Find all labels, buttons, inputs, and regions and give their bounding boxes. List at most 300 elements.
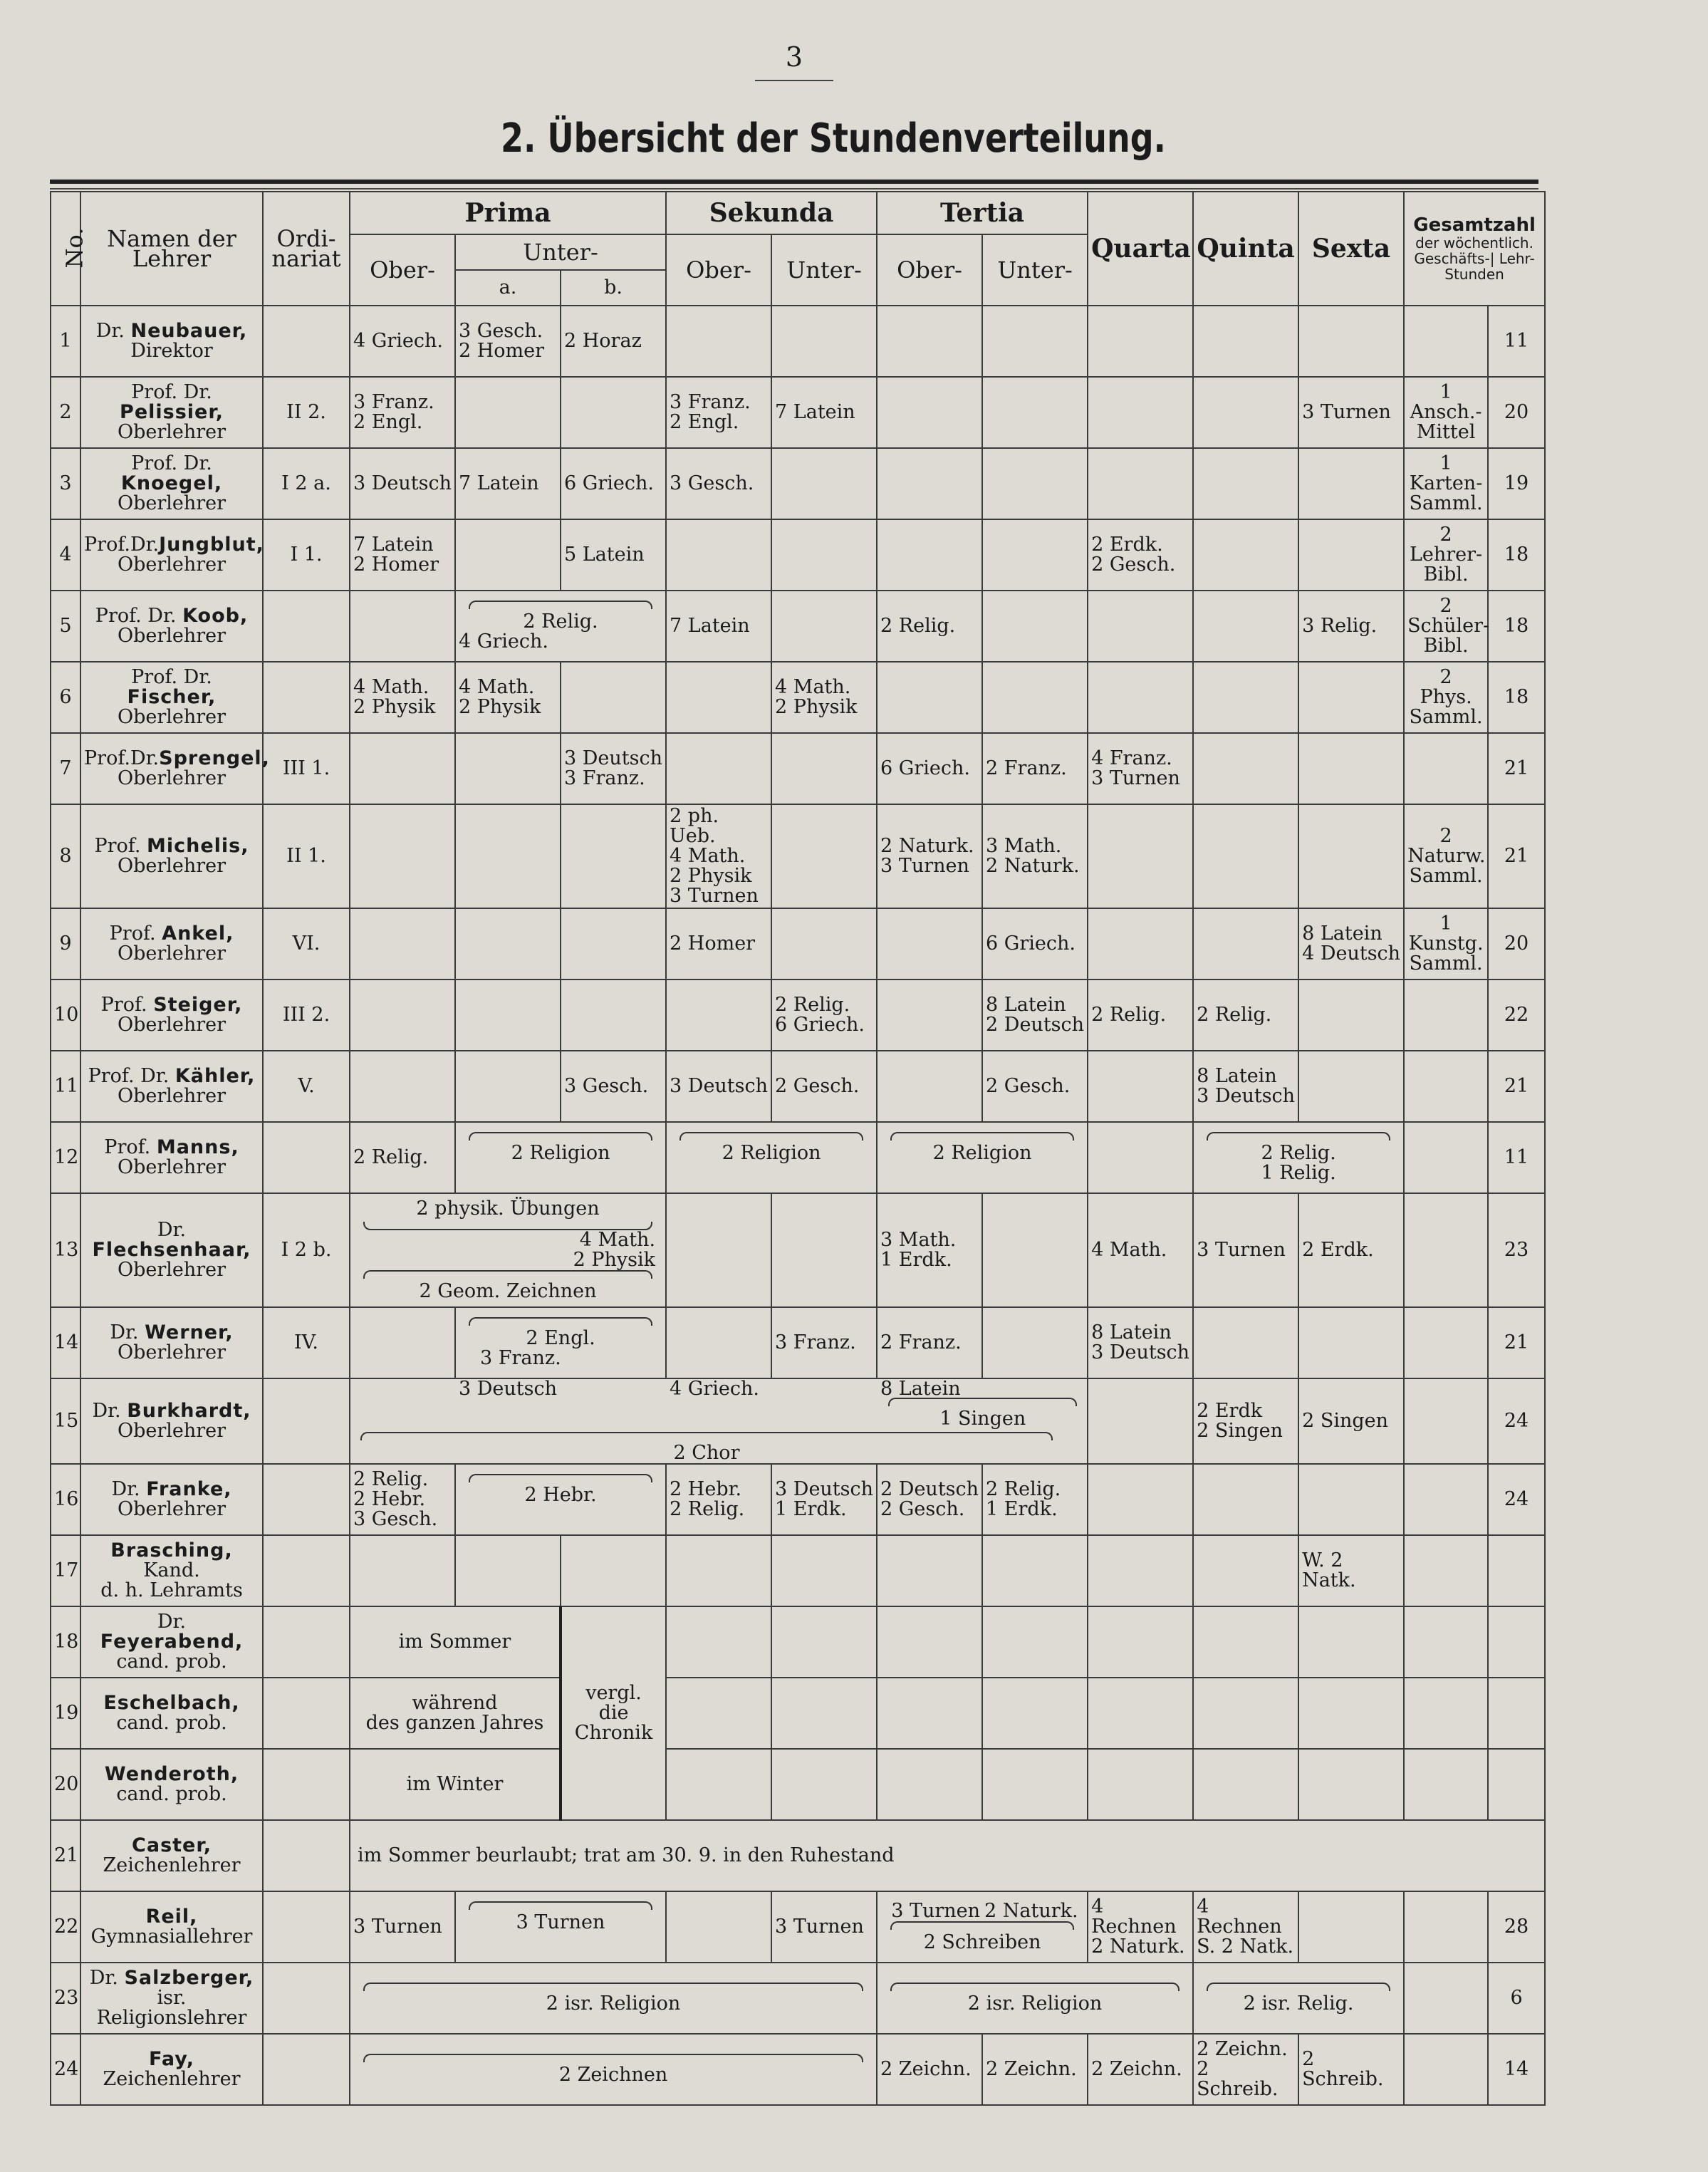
total: 19 [1488,448,1545,519]
cell: 3 Deutsch [459,1378,557,1400]
table-row [51,1378,1545,1464]
cell [877,1749,982,1820]
cell [1298,1307,1404,1378]
cell [771,306,877,377]
table-row [51,1122,1545,1193]
cell [1193,448,1298,519]
cell: 2 Lehrer- Bibl. [1404,519,1488,591]
cell: 2 Relig. [1193,980,1298,1051]
spanned-cell: während des ganzen Jahres [350,1678,561,1749]
teacher-name: Prof. Manns, Oberlehrer [80,1122,263,1193]
table-row [51,1307,1545,1378]
cell: 2 Homer [666,908,771,980]
row-no: 12 [51,1122,80,1193]
ordinariat [263,2034,350,2105]
cell [1404,1307,1488,1378]
cell [982,448,1088,519]
col-sek-ober: Ober- [666,234,771,306]
teacher-name: Prof.Dr.Jungblut, Oberlehrer [80,519,263,591]
row-no: 6 [51,662,80,733]
cell: 5 Latein [561,519,666,591]
cell [982,591,1088,662]
cell [1193,1678,1298,1749]
cell [350,1307,455,1378]
col-quinta: Quinta [1193,192,1298,306]
vergl-chronik: vergl. die Chronik [561,1606,666,1820]
ordinariat: I 2 b. [263,1193,350,1307]
cell: 3 Deutsch [350,448,455,519]
ordinariat [263,1606,350,1678]
cell [1193,662,1298,733]
ordinariat [263,1963,350,2034]
brace [360,1432,1053,1440]
row-no: 7 [51,733,80,804]
cell [1404,1678,1488,1749]
cell: 4 Math. 2 Physik [771,662,877,733]
row-no: 14 [51,1307,80,1378]
cell [771,1678,877,1749]
spanned-cell: im Sommer beurlaubt; trat am 30. 9. in den Ruhestand [350,1820,1545,1891]
table-row [51,1891,1545,1963]
cell [455,804,561,908]
cell: 2 Erdk. [1298,1193,1404,1307]
schedule-table [50,191,1546,2106]
cell [1193,1535,1298,1606]
cell [350,1051,455,1122]
cell: 3 Turnen [350,1891,455,1963]
cell [877,1606,982,1678]
total [1488,1678,1545,1749]
cell [982,1606,1088,1678]
cell: 3 Relig. [1298,591,1404,662]
ordinariat: V. [263,1051,350,1122]
cell: 2 Schreib. [1298,2034,1404,2105]
teacher-name: Brasching, Kand. d. h. Lehramts [80,1535,263,1606]
row-no: 2 [51,377,80,448]
cell [561,662,666,733]
cell [1298,1749,1404,1820]
brace [363,2054,863,2062]
cell [350,1535,455,1606]
table-row [51,591,1545,662]
col-prima: Prima [350,192,666,234]
cell [1088,448,1193,519]
cell [1088,908,1193,980]
cell [1404,1122,1488,1193]
title-rule-thin [50,188,1538,189]
teacher-name: Reil, Gymnasiallehrer [80,1891,263,1963]
cell: 3 Gesch. [666,448,771,519]
gap [350,1398,878,1429]
cell [1298,662,1404,733]
cell: 4 Griech. [670,1378,759,1400]
row-no: 11 [51,1051,80,1122]
cell [455,980,561,1051]
ordinariat [263,591,350,662]
spanned-cell: 2 Zeichnen [350,2034,877,2105]
cell [561,377,666,448]
col-prima-unter-a: a. [455,270,561,306]
table-row [51,1464,1545,1535]
table-row [51,1749,1545,1820]
reil-tertia-top: 3 Turnen 2 Naturk. [891,1900,1078,1922]
teacher-name: Prof. Dr. Kähler, Oberlehrer [80,1051,263,1122]
title-rule-thick [50,180,1538,184]
cell: 2 Singen [1298,1378,1404,1464]
cell [1193,804,1298,908]
cell [561,980,666,1051]
cell: 7 Latein [771,377,877,448]
col-no: No. [51,192,80,306]
col-ter-unter: Unter- [982,234,1088,306]
cell: 3 Deutsch [666,1051,771,1122]
ordinariat: VI. [263,908,350,980]
cell [1404,1051,1488,1122]
row-no: 15 [51,1378,80,1464]
page-number-underline [755,80,833,81]
row-no: 4 [51,519,80,591]
cell: 3 Deutsch 1 Erdk. [771,1464,877,1535]
total: 28 [1488,1891,1545,1963]
cell [877,908,982,980]
brace [363,1983,863,1991]
cell [666,1606,771,1678]
cell [455,1535,561,1606]
brace [1207,1132,1390,1140]
cell: 3 Math. 2 Naturk. [982,804,1088,908]
row-no: 19 [51,1678,80,1749]
cell [1298,1678,1404,1749]
page-title: 2. Übersicht der Stundenverteilung. [500,115,1167,162]
cell [1088,1122,1193,1193]
ordinariat: I 1. [263,519,350,591]
cell [771,448,877,519]
cell [350,591,455,662]
spanned-cell: 2 Religion [455,1122,666,1193]
cell: 3 Gesch. 2 Homer [455,306,561,377]
cell [1298,448,1404,519]
row-no: 5 [51,591,80,662]
total: 20 [1488,377,1545,448]
spanned-cell: 2 Religion [666,1122,877,1193]
cell [350,908,455,980]
ordinariat [263,662,350,733]
cell [1404,1378,1488,1464]
total: 14 [1488,2034,1545,2105]
total: 18 [1488,662,1545,733]
cell: 2 Franz. [982,733,1088,804]
col-sekunda: Sekunda [666,192,877,234]
cell [666,1307,771,1378]
cell [1298,980,1404,1051]
ordinariat [263,306,350,377]
cell [877,377,982,448]
cell [877,448,982,519]
cell: 3 Gesch. [561,1051,666,1122]
cell: 4 Math. 2 Physik [350,662,455,733]
cell: 2 Naturk. 3 Turnen [877,804,982,908]
cell [666,733,771,804]
table-row [51,1051,1545,1122]
cell [1193,1749,1298,1820]
cell: 2 Schüler- Bibl. [1404,591,1488,662]
cell [982,306,1088,377]
table-row [51,908,1545,980]
teacher-name: Dr. Flechsenhaar, Oberlehrer [80,1193,263,1307]
cell [561,908,666,980]
teacher-name: Dr. Burkhardt, Oberlehrer [80,1378,263,1464]
row-no: 23 [51,1963,80,2034]
row-no: 10 [51,980,80,1051]
cell [666,519,771,591]
cell: W. 2 Natk. [1298,1535,1404,1606]
row-no: 16 [51,1464,80,1535]
total: 18 [1488,591,1545,662]
brace [890,1921,1074,1930]
spanned-cell: 2 isr. Religion [350,1963,877,2034]
teacher-name: Prof. Dr. Knoegel, Oberlehrer [80,448,263,519]
burkhardt-line2 [350,1398,1087,1429]
cell [1088,1606,1193,1678]
cell: 2 Erdk. 2 Gesch. [1088,519,1193,591]
cell [1088,1535,1193,1606]
cell [1193,306,1298,377]
teacher-name: Prof.Dr.Sprengel, Oberlehrer [80,733,263,804]
cell [1404,1193,1488,1307]
table-row [51,519,1545,591]
cell: 3 Turnen [1298,377,1404,448]
cell: 4 Franz. 3 Turnen [1088,733,1193,804]
teacher-name: Prof. Dr. Pelissier, Oberlehrer [80,377,263,448]
burkhardt-line1 [350,1379,1087,1398]
teacher-name: Prof. Michelis, Oberlehrer [80,804,263,908]
cell: 2 Zeichn. [877,2034,982,2105]
total: 24 [1488,1464,1545,1535]
teacher-name: Dr. Salzberger, isr. Religionslehrer [80,1963,263,2034]
col-ordinariat: Ordi- nariat [263,192,350,306]
cell: 2 Phys. Samml. [1404,662,1488,733]
cell [877,1051,982,1122]
cell [771,1535,877,1606]
teacher-name: Dr. Werner, Oberlehrer [80,1307,263,1378]
row-no: 9 [51,908,80,980]
cell [1088,662,1193,733]
cell [1404,1891,1488,1963]
brace [890,1983,1180,1991]
spanned-cell: 2 Religion [877,1122,1088,1193]
col-ter-ober: Ober- [877,234,982,306]
cell: 2 Zeichn. [982,2034,1088,2105]
cell [771,591,877,662]
cell [1193,377,1298,448]
brace [1207,1983,1390,1991]
ordinariat: III 1. [263,733,350,804]
cell [1404,1535,1488,1606]
total: 18 [1488,519,1545,591]
ordinariat [263,1891,350,1963]
teacher-name: Caster, Zeichenlehrer [80,1820,263,1891]
col-prima-unter: Unter- [455,234,666,270]
brace [469,601,652,609]
spanned-cell: 2 Engl. 3 Franz. [455,1307,666,1378]
cell [666,980,771,1051]
ordinariat [263,1678,350,1749]
cell [1193,519,1298,591]
teacher-name: Prof. Dr. Koob, Oberlehrer [80,591,263,662]
cell: 2 Zeichn. 2 Schreib. [1193,2034,1298,2105]
page-number: 3 [785,41,803,73]
total: 24 [1488,1378,1545,1464]
ordinariat [263,1820,350,1891]
ordinariat: II 2. [263,377,350,448]
cell [877,1535,982,1606]
cell [1193,1606,1298,1678]
row-no: 22 [51,1891,80,1963]
cell: 3 Franz. 2 Engl. [350,377,455,448]
table-row [51,1535,1545,1606]
gap [564,1379,670,1398]
table-row [51,1678,1545,1749]
cell [1404,306,1488,377]
row-no: 13 [51,1193,80,1307]
cell: 3 Math. 1 Erdk. [877,1193,982,1307]
row-no: 17 [51,1535,80,1606]
row-no: 18 [51,1606,80,1678]
brace [469,1317,652,1326]
cell: 1 Ansch.- Mittel [1404,377,1488,448]
cell: 3 Turnen [1193,1193,1298,1307]
cell: 4 Rechnen S. 2 Natk. [1193,1891,1298,1963]
cell [982,519,1088,591]
table-row [51,733,1545,804]
cell [1298,1606,1404,1678]
cell [1404,1749,1488,1820]
cell [1298,804,1404,908]
cell: 2 Relig. 2 Hebr. 3 Gesch. [350,1464,455,1535]
total [1488,1606,1545,1678]
cell [1404,1464,1488,1535]
cell: 2 Horaz [561,306,666,377]
col-quarta: Quarta [1088,192,1193,306]
brace [679,1132,863,1140]
cell [1088,1749,1193,1820]
cell [771,1749,877,1820]
brace [890,1132,1074,1140]
gap [350,1379,459,1398]
cell [982,1307,1088,1378]
teacher-name: Eschelbach, cand. prob. [80,1678,263,1749]
ordinariat: IV. [263,1307,350,1378]
spanned-cell: im Sommer [350,1606,561,1678]
cell [1088,377,1193,448]
cell: 3 Franz. [771,1307,877,1378]
cell: 2 Naturw. Samml. [1404,804,1488,908]
ordinariat: II 1. [263,804,350,908]
cell [982,1193,1088,1307]
cell [666,1678,771,1749]
cell: 2 Relig. 1 Erdk. [982,1464,1088,1535]
table-row [51,306,1545,377]
cell [350,980,455,1051]
cell [455,908,561,980]
cell: 6 Griech. [561,448,666,519]
table-row [51,1963,1545,2034]
total: 23 [1488,1193,1545,1307]
cell [455,1051,561,1122]
table-row [51,980,1545,1051]
cell [771,519,877,591]
spanned-cell: 2 isr. Relig. [1193,1963,1404,2034]
cell [666,1749,771,1820]
ordinariat: I 2 a. [263,448,350,519]
cell [982,1749,1088,1820]
table-row [51,1820,1545,1891]
total [1488,1749,1545,1820]
table-row [51,804,1545,908]
cell [1404,2034,1488,2105]
cell [561,1535,666,1606]
teacher-name: Prof. Dr. Fischer, Oberlehrer [80,662,263,733]
cell [1298,1891,1404,1963]
cell: 6 Griech. [982,908,1088,980]
cell [771,733,877,804]
cell: 3 Franz. 2 Engl. [666,377,771,448]
gesamt-title: Gesamtzahl [1413,214,1536,236]
row-no: 8 [51,804,80,908]
cell [982,1535,1088,1606]
cell [771,1193,877,1307]
col-names: Namen der Lehrer [80,192,263,306]
cell [455,377,561,448]
total: 11 [1488,306,1545,377]
cell [455,519,561,591]
cell [1298,1464,1404,1535]
cell [1088,1378,1193,1464]
cell [982,377,1088,448]
cell [877,980,982,1051]
table-row [51,448,1545,519]
cell: 4 Rechnen 2 Naturk. [1088,1891,1193,1963]
cell [877,1678,982,1749]
col-gesamtzahl [1404,192,1545,306]
cell [771,804,877,908]
teacher-name: Prof. Steiger, Oberlehrer [80,980,263,1051]
cell [1298,306,1404,377]
spanned-cell: 2 Relig. 1 Relig. [1193,1122,1404,1193]
brace [469,1901,652,1910]
teacher-name: Dr. Feyerabend, cand. prob. [80,1606,263,1678]
cell: 2 Relig. 6 Griech. [771,980,877,1051]
gap [775,1379,880,1398]
cell: 4 Griech. [350,306,455,377]
cell [1193,1464,1298,1535]
total: 21 [1488,733,1545,804]
ordinariat [263,1378,350,1464]
cell: 4 Math. 2 Physik [455,662,561,733]
cell: 8 Latein 2 Deutsch [982,980,1088,1051]
cell: 2 Gesch. [771,1051,877,1122]
spanned-cell: 2 Relig. 4 Griech. [455,591,666,662]
cell [982,662,1088,733]
brace [888,1398,1077,1406]
col-prima-unter-b: b. [561,270,666,306]
cell [1193,733,1298,804]
spanned-cell: 2 isr. Religion [877,1963,1193,2034]
brace [469,1474,652,1482]
cell [1404,1963,1488,2034]
cell [771,1606,877,1678]
cell [666,1193,771,1307]
